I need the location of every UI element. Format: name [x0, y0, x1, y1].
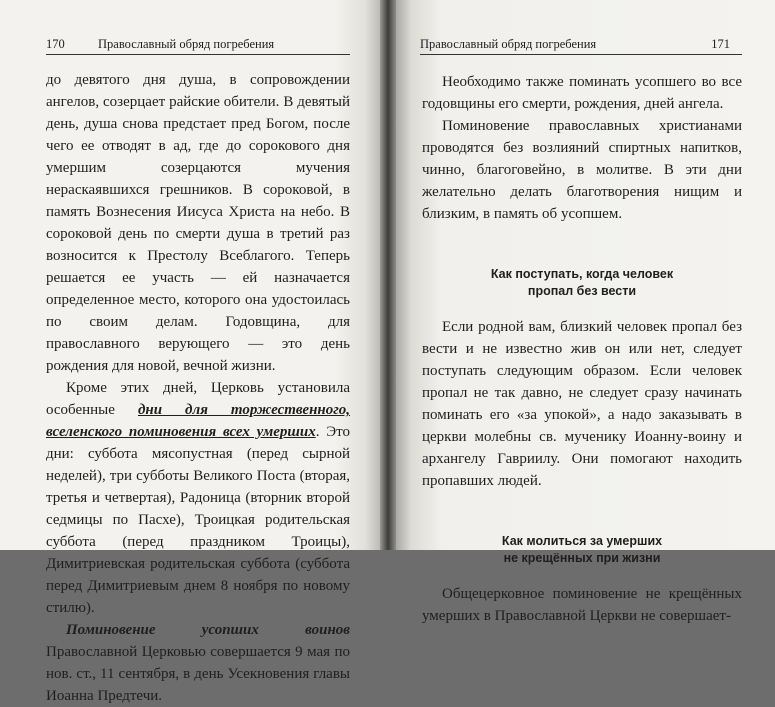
heading-2-line-2: не крещённых при жизни — [503, 551, 661, 565]
heading-2-line-1: Как молиться за умерших — [501, 534, 663, 548]
heading-1-line-1: Как поступать, когда человек — [490, 267, 674, 281]
right-running-title: Православный обряд погребения — [420, 37, 597, 51]
right-paragraph-1: Необходимо также поминать усопшего во все годовщины его смерти, рождения, дней ангела. — [422, 74, 742, 112]
left-running-title: Православный обряд погребения — [98, 37, 275, 51]
left-paragraph-3 — [46, 619, 350, 707]
left-paragraph-2-end: . Это дни: суббота мясопустная (перед сырной неделей), три субботы Великого Поста (вторая, третья и четвертая), Радоница (вторник второй седмицы по Пасхе), Троицкая родительская суббота (перед праздником Троицы), Димитриевская родительская суббота (суббота перед Димитриевым днем 8 ноября по новому стилю). — [46, 424, 350, 616]
left-body-text — [46, 69, 350, 707]
right-page-number: 171 — [711, 37, 730, 51]
left-page-number: 170 — [46, 37, 65, 51]
right-running-header — [420, 33, 742, 55]
left-paragraph-2-start: Кроме этих дней, Церковь установила особенные — [46, 380, 350, 418]
left-paragraph-2 — [46, 377, 350, 619]
section-heading-unbaptized — [422, 533, 742, 567]
left-header-rule — [46, 54, 350, 55]
book-spine-gutter — [380, 0, 396, 550]
right-page — [396, 0, 775, 624]
section-heading-missing-person — [422, 266, 742, 300]
right-body-text — [422, 71, 742, 627]
right-header-rule — [420, 54, 742, 55]
left-running-header — [46, 33, 350, 55]
left-page — [0, 0, 380, 704]
right-paragraph-2: Поминовение православных христианами проводятся без возлияний спиртных напитков, чинно, благоговейно, в молитве. В эти дни желательно делать благотворения нищим и близким, в память об усопшем. — [422, 118, 742, 222]
right-paragraph-4: Общецерковное поминовение не крещённых умерших в Православной Церкви не совершает- — [422, 586, 742, 624]
right-paragraph-3: Если родной вам, близкий человек пропал без вести и не известно жив он или нет, следует поступать следующим образом. Если человек пропал не так давно, не следует сразу начинать поминать его «за упокой», а надо заказывать в церкви молебны св. мученику Иоанну-воину и архангелу Гавриилу. Они помогают находить пропавших людей. — [422, 319, 742, 489]
left-paragraph-2-emphasis: дни для торжественного, вселенского поминовения всех умерших — [46, 402, 351, 440]
left-paragraph-3-end: Православной Церковью совершается 9 мая по нов. ст., 11 сентября, в день Усекновения главы Иоанна Предтечи. — [46, 644, 350, 704]
left-paragraph-1: до девятого дня душа, в сопровождении ангелов, созерцает райские обители. В девятый день, душа снова предстает пред Богом, после чего ее отводят в ад, где до сорокового дня умершим созерцаются мучения нераскаявшихся грешников. В сороковой, в память Вознесения Иисуса Христа на небо. В сороковой день по смерти душа в третий раз возносится к Престолу Всеблагого. Теперь решается ее участь — ей назначается определенное место, которого она удостоилась по своим делам. Годовщина, для православного верующего — это день рождения для новой, вечной жизни. — [46, 72, 350, 374]
left-paragraph-3-emphasis: Поминовение усопших воинов — [66, 622, 350, 638]
heading-1-line-2: пропал без вести — [527, 284, 637, 298]
